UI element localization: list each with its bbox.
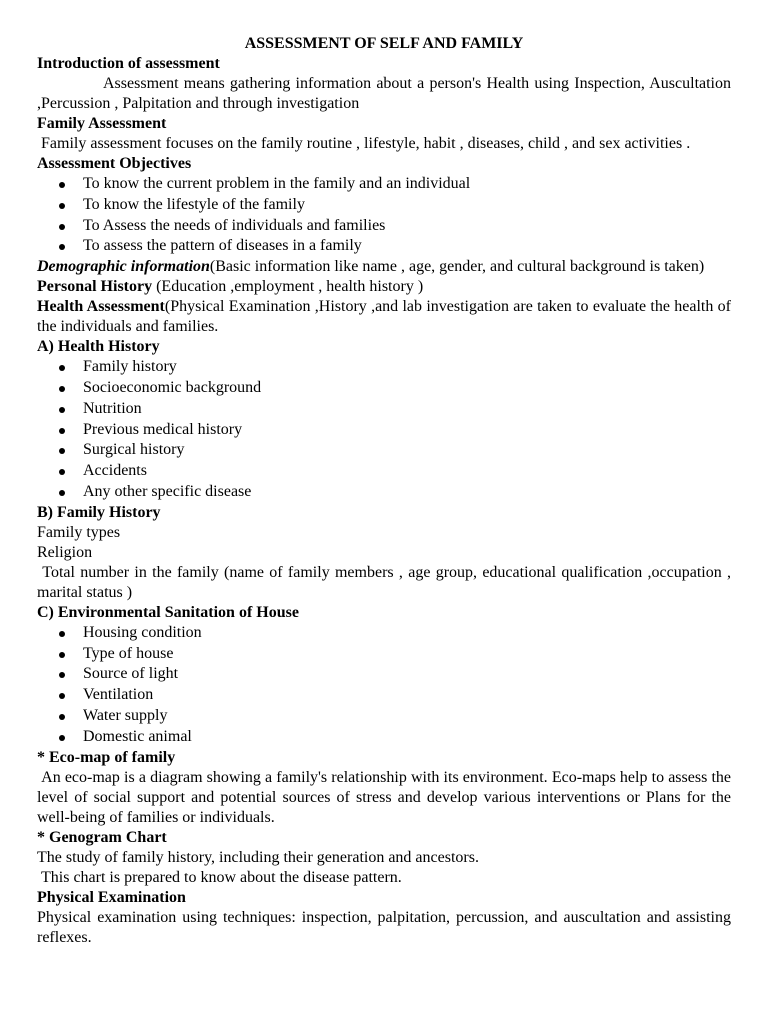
bullet-icon xyxy=(59,365,65,371)
bullet-icon xyxy=(59,714,65,720)
genogram-line-1: The study of family history, including their generation and ancestors. xyxy=(37,848,479,866)
bullet-icon xyxy=(59,203,65,209)
bullet-icon xyxy=(59,428,65,434)
bullet-icon xyxy=(59,693,65,699)
genogram-line-2: This chart is prepared to know about the disease pattern. xyxy=(37,868,402,886)
ecomap-text: An eco-map is a diagram showing a family's relationship with its environment. Eco-maps help to assess the level of social support and potential sources of stress and develop various interventions or Plans for the well-being of families or individuals. xyxy=(37,768,736,826)
list-item: Socioeconomic background xyxy=(83,378,731,399)
personal-history-text: (Education ,employment , health history ) xyxy=(152,278,424,296)
personal-history-label: Personal History xyxy=(37,278,153,296)
list-item: Housing condition xyxy=(83,623,731,644)
objectives-heading: Assessment Objectives xyxy=(37,155,192,172)
list-item: Type of house xyxy=(83,644,731,665)
list-item: To Assess the needs of individuals and families xyxy=(83,216,731,237)
bullet-icon xyxy=(59,386,65,392)
list-item: Surgical history xyxy=(83,440,731,461)
intro-heading: Introduction of assessment xyxy=(37,55,220,72)
demographic-text: (Basic information like name , age, gender, and cultural background is taken) xyxy=(209,258,705,276)
physical-text: Physical examination using techniques: inspection, palpitation, percussion, and auscultation and assisting reflexes. xyxy=(37,908,731,946)
bullet-icon xyxy=(59,652,65,658)
list-item: To assess the pattern of diseases in a family xyxy=(83,236,731,257)
bullet-icon xyxy=(59,672,65,678)
demographic-paragraph xyxy=(37,257,731,277)
list-item: Domestic animal xyxy=(83,727,731,748)
bullet-icon xyxy=(59,224,65,230)
list-item: Any other specific disease xyxy=(83,482,731,503)
genogram-heading: * Genogram Chart xyxy=(37,828,167,846)
family-assessment-heading: Family Assessment xyxy=(37,115,167,132)
page-title: ASSESSMENT OF SELF AND FAMILY xyxy=(244,35,524,52)
list-item: Water supply xyxy=(83,706,731,727)
ecomap-heading: * Eco-map of family xyxy=(37,748,176,766)
bullet-icon xyxy=(59,244,65,250)
family-total-text: Total number in the family (name of family members , age group, educational qualification ,occupation , marital status ) xyxy=(37,563,736,601)
bullet-icon xyxy=(59,448,65,454)
bullet-icon xyxy=(59,490,65,496)
bullet-icon xyxy=(59,407,65,413)
health-assessment-text: (Physical Examination ,History ,and lab investigation are taken to evaluate the health of the individuals and families. xyxy=(37,298,731,336)
health-assessment-paragraph xyxy=(37,297,731,337)
objectives-list xyxy=(37,174,731,257)
family-history-heading: B) Family History xyxy=(37,503,161,521)
religion-line: Religion xyxy=(37,543,93,561)
personal-history-paragraph xyxy=(37,277,731,297)
sanitation-list xyxy=(37,623,731,748)
list-item: Source of light xyxy=(83,664,731,685)
list-item: Ventilation xyxy=(83,685,731,706)
physical-heading: Physical Examination xyxy=(37,888,186,906)
list-item: Nutrition xyxy=(83,399,731,420)
health-history-heading: A) Health History xyxy=(37,338,160,356)
family-types-line: Family types xyxy=(37,523,121,541)
list-item: Accidents xyxy=(83,461,731,482)
bullet-icon xyxy=(59,631,65,637)
list-item: To know the current problem in the family and an individual xyxy=(83,174,731,195)
health-assessment-label: Health Assessment xyxy=(37,298,165,316)
family-assessment-text: Family assessment focuses on the family routine , lifestyle, habit , diseases, child , and sex activities . xyxy=(37,135,691,152)
health-history-list xyxy=(37,357,731,503)
list-item: Family history xyxy=(83,357,731,378)
intro-text: Assessment means gathering information about a person's Health using Inspection, Auscultation ,Percussion , Palpitation and through investigation xyxy=(37,75,731,112)
bullet-icon xyxy=(59,469,65,475)
list-item: To know the lifestyle of the family xyxy=(83,195,731,216)
list-item: Previous medical history xyxy=(83,420,731,441)
bullet-icon xyxy=(59,735,65,741)
sanitation-heading: C) Environmental Sanitation of House xyxy=(37,603,299,621)
demographic-label: Demographic information xyxy=(37,258,210,276)
bullet-icon xyxy=(59,182,65,188)
